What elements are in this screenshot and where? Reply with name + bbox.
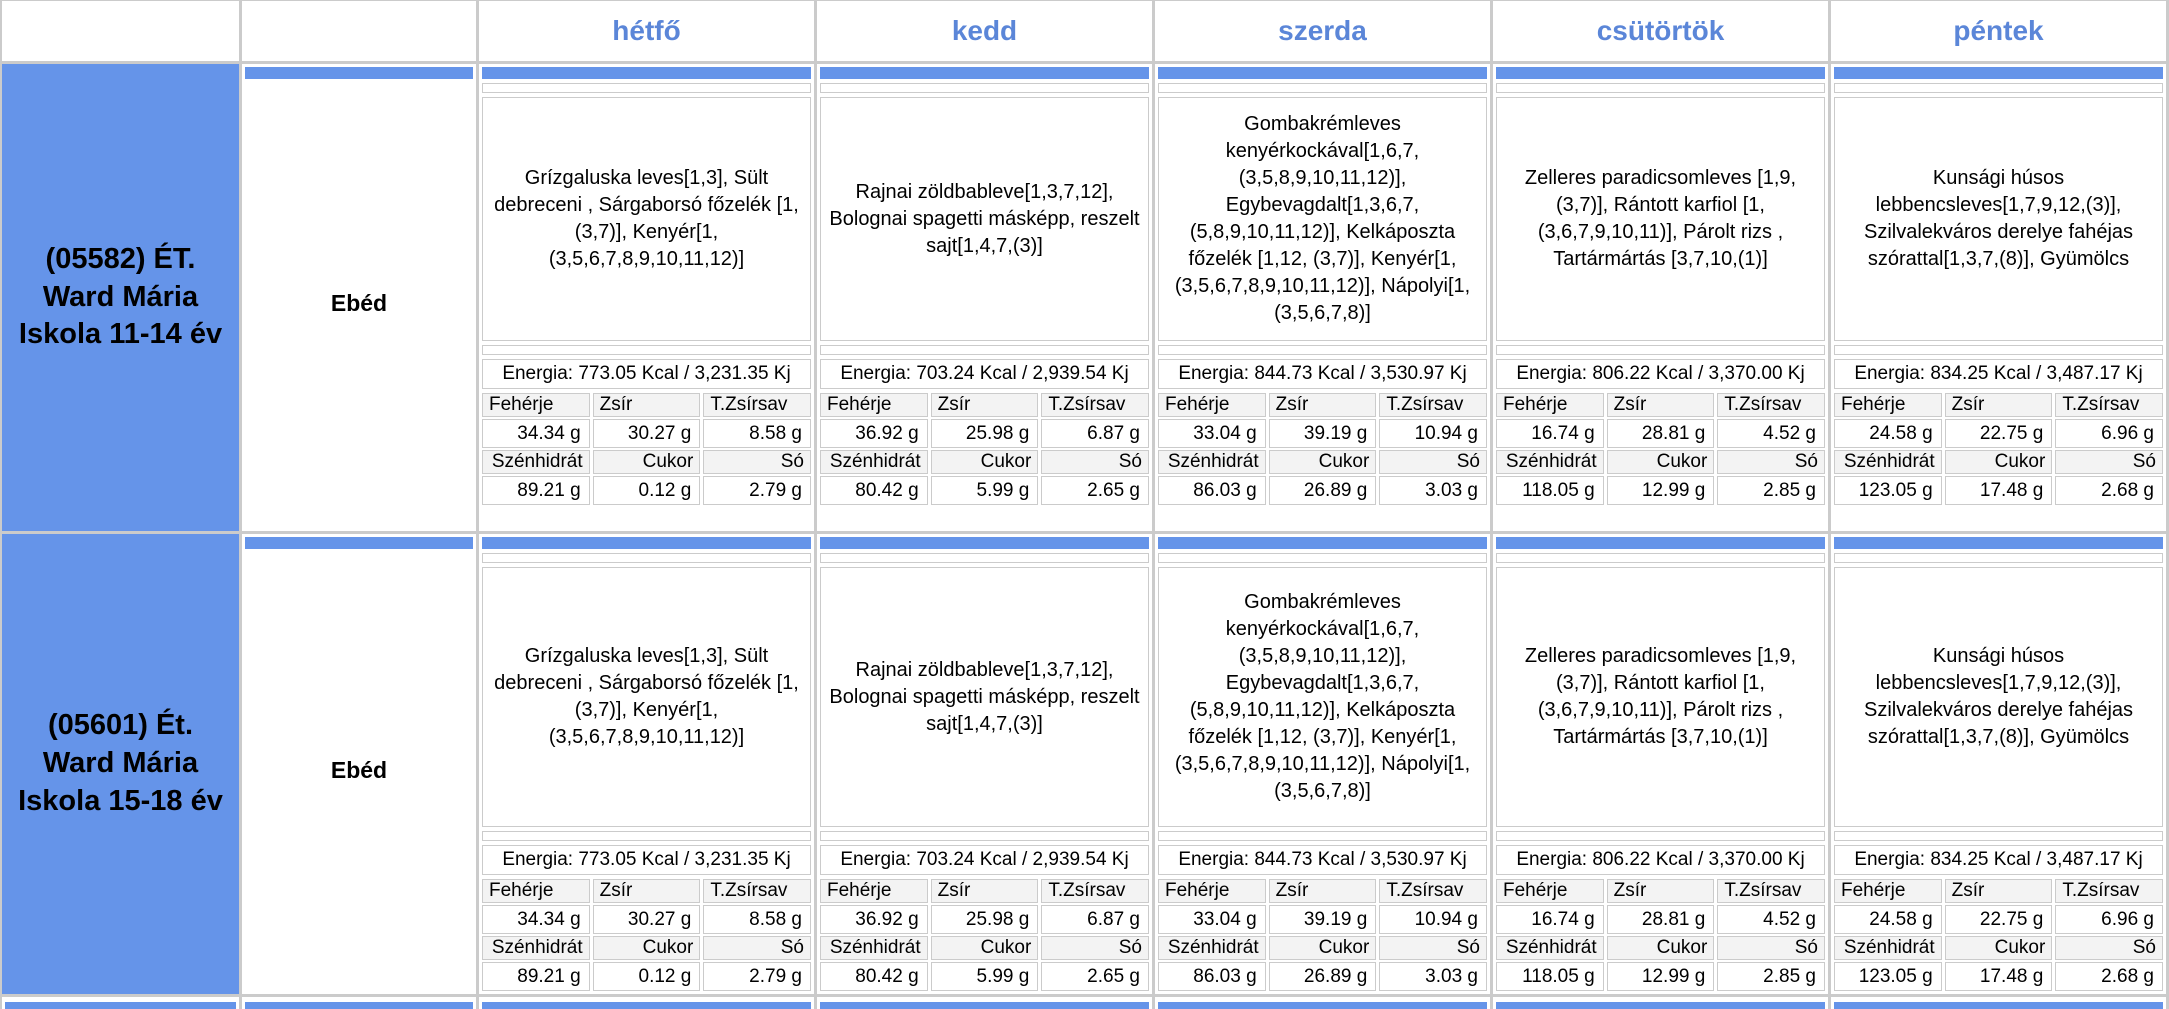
spacer-row <box>1496 553 1825 563</box>
label-salt: Só <box>1041 450 1149 474</box>
blue-bar <box>820 1002 1149 1009</box>
label-sat-fat: T.Zsírsav <box>2055 879 2163 903</box>
value-protein: 16.74 g <box>1496 905 1604 934</box>
menu-box <box>1158 97 1487 341</box>
menu-text: Rajnai zöldbableve[1,3,7,12], Bolognai spagetti másképp, reszelt sajt[1,4,7,(3)] <box>829 658 1140 735</box>
menu-box <box>1496 97 1825 341</box>
blue-bar <box>1834 537 2163 549</box>
blue-bar <box>1496 67 1825 79</box>
nutrient-grid <box>1496 393 1825 505</box>
label-carbohydrate: Szénhidrát <box>820 936 928 960</box>
label-salt: Só <box>703 450 811 474</box>
day-header-cell <box>1493 1 1828 61</box>
spacer-row <box>482 83 811 93</box>
value-sat-fat: 4.52 g <box>1717 419 1825 448</box>
value-carbohydrate: 80.42 g <box>820 962 928 991</box>
meal-cell <box>242 534 476 994</box>
value-sugar: 0.12 g <box>593 962 701 991</box>
menu-text: Gombakrémleves kenyérkockával[1,6,7, (3,5,8,9,10,11,12)], Egybevagdalt[1,3,6,7, (5,8,9,10,11,12)], Kelkáposzta főzelék [1,12, (3,7)], Kenyér[1, (3,5,6,7,8,9,10,11,12)], Nápolyi[1,(3,5,6,7,8)] <box>1174 113 1471 324</box>
value-sat-fat: 10.94 g <box>1379 419 1487 448</box>
next-block-cut-off <box>1155 997 1490 1009</box>
spacer-row <box>1158 345 1487 355</box>
label-protein: Fehérje <box>820 393 928 417</box>
label-carbohydrate: Szénhidrát <box>1158 936 1266 960</box>
spacer-row <box>1496 831 1825 841</box>
label-sugar: Cukor <box>593 450 701 474</box>
label-protein: Fehérje <box>482 879 590 903</box>
value-salt: 3.03 g <box>1379 962 1487 991</box>
label-sat-fat: T.Zsírsav <box>703 393 811 417</box>
spacer-row <box>482 345 811 355</box>
spacer-row <box>820 553 1149 563</box>
value-sugar: 26.89 g <box>1269 962 1377 991</box>
label-carbohydrate: Szénhidrát <box>1834 936 1942 960</box>
value-salt: 2.65 g <box>1041 962 1149 991</box>
day-menu-cell <box>817 64 1152 531</box>
value-sugar: 12.99 g <box>1607 962 1715 991</box>
value-carbohydrate: 123.05 g <box>1834 476 1942 505</box>
label-fat: Zsír <box>1945 393 2053 417</box>
energy-value: Energia: 773.05 Kcal / 3,231.35 Kj <box>482 845 811 875</box>
corner-cell-school <box>2 1 239 61</box>
label-sat-fat: T.Zsírsav <box>1041 879 1149 903</box>
energy-value: Energia: 703.24 Kcal / 2,939.54 Kj <box>820 359 1149 389</box>
label-fat: Zsír <box>931 879 1039 903</box>
value-sat-fat: 8.58 g <box>703 419 811 448</box>
value-fat: 28.81 g <box>1607 419 1715 448</box>
spacer-row <box>1496 83 1825 93</box>
value-sugar: 12.99 g <box>1607 476 1715 505</box>
label-sugar: Cukor <box>593 936 701 960</box>
value-carbohydrate: 89.21 g <box>482 962 590 991</box>
day-menu-cell <box>1831 534 2166 994</box>
next-block-cut-off <box>479 997 814 1009</box>
day-menu-cell <box>1831 64 2166 531</box>
value-fat: 25.98 g <box>931 905 1039 934</box>
value-sugar: 5.99 g <box>931 476 1039 505</box>
blue-bar <box>1834 67 2163 79</box>
day-menu-cell <box>479 64 814 531</box>
blue-bar <box>820 537 1149 549</box>
value-protein: 34.34 g <box>482 419 590 448</box>
label-carbohydrate: Szénhidrát <box>820 450 928 474</box>
value-protein: 16.74 g <box>1496 419 1604 448</box>
menu-text: Kunsági húsos lebbencsleves[1,7,9,12,(3)], Szilvalekváros derelye fahéjas szórattal[1,3,7,(8)], Gyümölcs <box>1863 645 2134 748</box>
energy-value: Energia: 834.25 Kcal / 3,487.17 Kj <box>1834 845 2163 875</box>
label-protein: Fehérje <box>1834 879 1942 903</box>
day-name: kedd <box>951 15 1018 46</box>
value-carbohydrate: 118.05 g <box>1496 476 1604 505</box>
label-salt: Só <box>1041 936 1149 960</box>
spacer-row <box>820 831 1149 841</box>
label-carbohydrate: Szénhidrát <box>482 450 590 474</box>
energy-value: Energia: 844.73 Kcal / 3,530.97 Kj <box>1158 845 1487 875</box>
menu-text: Rajnai zöldbableve[1,3,7,12], Bolognai spagetti másképp, reszelt sajt[1,4,7,(3)] <box>829 180 1140 257</box>
value-sat-fat: 4.52 g <box>1717 905 1825 934</box>
meal-label: Ebéd <box>330 290 388 316</box>
value-sat-fat: 6.96 g <box>2055 419 2163 448</box>
value-carbohydrate: 118.05 g <box>1496 962 1604 991</box>
value-carbohydrate: 86.03 g <box>1158 962 1266 991</box>
menu-text: Grízgaluska leves[1,3], Sült debreceni , Sárgaborsó főzelék [1,(3,7)], Kenyér[1, (3,5,6,7,8,9,10,11,12)] <box>494 167 799 270</box>
label-fat: Zsír <box>1607 879 1715 903</box>
blue-bar <box>245 67 473 79</box>
label-protein: Fehérje <box>1496 879 1604 903</box>
value-salt: 3.03 g <box>1379 476 1487 505</box>
value-protein: 33.04 g <box>1158 419 1266 448</box>
spacer-row <box>820 83 1149 93</box>
spacer-row <box>482 553 811 563</box>
value-sat-fat: 6.87 g <box>1041 905 1149 934</box>
blue-bar <box>820 67 1149 79</box>
value-carbohydrate: 80.42 g <box>820 476 928 505</box>
label-fat: Zsír <box>1945 879 2053 903</box>
label-salt: Só <box>1379 936 1487 960</box>
day-menu-cell <box>1155 64 1490 531</box>
spacer-row <box>820 345 1149 355</box>
label-carbohydrate: Szénhidrát <box>1834 450 1942 474</box>
day-menu-cell <box>479 534 814 994</box>
nutrient-grid <box>1834 879 2163 991</box>
label-carbohydrate: Szénhidrát <box>1496 936 1604 960</box>
next-block-cut-off <box>817 997 1152 1009</box>
spacer-row <box>1158 83 1487 93</box>
blue-bar <box>1496 1002 1825 1009</box>
day-name: hétfő <box>612 15 681 46</box>
value-carbohydrate: 86.03 g <box>1158 476 1266 505</box>
value-protein: 36.92 g <box>820 905 928 934</box>
spacer-row <box>1834 345 2163 355</box>
spacer-row <box>482 831 811 841</box>
value-fat: 25.98 g <box>931 419 1039 448</box>
menu-text: Gombakrémleves kenyérkockával[1,6,7, (3,5,8,9,10,11,12)], Egybevagdalt[1,3,6,7, (5,8,9,10,11,12)], Kelkáposzta főzelék [1,12, (3,7)], Kenyér[1, (3,5,6,7,8,9,10,11,12)], Nápolyi[1,(3,5,6,7,8)] <box>1174 591 1471 802</box>
label-sat-fat: T.Zsírsav <box>1717 393 1825 417</box>
energy-value: Energia: 806.22 Kcal / 3,370.00 Kj <box>1496 359 1825 389</box>
label-sat-fat: T.Zsírsav <box>1379 393 1487 417</box>
label-sat-fat: T.Zsírsav <box>1379 879 1487 903</box>
menu-box <box>1834 97 2163 341</box>
energy-value: Energia: 806.22 Kcal / 3,370.00 Kj <box>1496 845 1825 875</box>
label-sugar: Cukor <box>1607 450 1715 474</box>
next-block-cut-off <box>2 997 239 1009</box>
blue-bar <box>1834 1002 2163 1009</box>
label-salt: Só <box>1379 450 1487 474</box>
value-fat: 30.27 g <box>593 905 701 934</box>
day-name: szerda <box>1278 15 1367 46</box>
label-sugar: Cukor <box>1269 936 1377 960</box>
blue-bar <box>245 537 473 549</box>
school-name: (05582) ÉT. Ward Mária Iskola 11-14 év <box>18 242 223 351</box>
label-sugar: Cukor <box>1607 936 1715 960</box>
day-header-cell <box>1831 1 2166 61</box>
nutrient-grid <box>820 879 1149 991</box>
spacer-row <box>1834 553 2163 563</box>
value-sugar: 17.48 g <box>1945 962 2053 991</box>
next-block-cut-off <box>1831 997 2166 1009</box>
label-sat-fat: T.Zsírsav <box>703 879 811 903</box>
value-sat-fat: 6.87 g <box>1041 419 1149 448</box>
label-salt: Só <box>1717 936 1825 960</box>
label-sat-fat: T.Zsírsav <box>1041 393 1149 417</box>
spacer-row <box>1834 831 2163 841</box>
menu-box <box>820 97 1149 341</box>
blue-bar <box>1158 537 1487 549</box>
menu-box <box>482 97 811 341</box>
next-block-cut-off <box>1493 997 1828 1009</box>
value-salt: 2.85 g <box>1717 962 1825 991</box>
value-salt: 2.79 g <box>703 962 811 991</box>
corner-cell-meal <box>242 1 476 61</box>
label-protein: Fehérje <box>1834 393 1942 417</box>
label-fat: Zsír <box>1607 393 1715 417</box>
value-sugar: 5.99 g <box>931 962 1039 991</box>
blue-bar <box>482 67 811 79</box>
menu-text: Kunsági húsos lebbencsleves[1,7,9,12,(3)], Szilvalekváros derelye fahéjas szórattal[1,3,7,(8)], Gyümölcs <box>1863 167 2134 270</box>
value-salt: 2.68 g <box>2055 962 2163 991</box>
value-sugar: 17.48 g <box>1945 476 2053 505</box>
menu-text: Grízgaluska leves[1,3], Sült debreceni , Sárgaborsó főzelék [1,(3,7)], Kenyér[1, (3,5,6,7,8,9,10,11,12)] <box>494 645 799 748</box>
value-carbohydrate: 89.21 g <box>482 476 590 505</box>
nutrient-grid <box>1158 393 1487 505</box>
blue-bar <box>5 1002 236 1009</box>
value-salt: 2.65 g <box>1041 476 1149 505</box>
label-carbohydrate: Szénhidrát <box>1158 450 1266 474</box>
label-sugar: Cukor <box>931 936 1039 960</box>
value-protein: 33.04 g <box>1158 905 1266 934</box>
meal-cell <box>242 64 476 531</box>
value-protein: 24.58 g <box>1834 905 1942 934</box>
next-block-cut-off <box>242 997 476 1009</box>
label-protein: Fehérje <box>482 393 590 417</box>
value-salt: 2.85 g <box>1717 476 1825 505</box>
value-protein: 36.92 g <box>820 419 928 448</box>
label-fat: Zsír <box>1269 393 1377 417</box>
label-salt: Só <box>2055 450 2163 474</box>
day-name: péntek <box>1953 15 2044 46</box>
label-salt: Só <box>2055 936 2163 960</box>
label-salt: Só <box>1717 450 1825 474</box>
label-fat: Zsír <box>593 879 701 903</box>
nutrient-grid <box>820 393 1149 505</box>
value-carbohydrate: 123.05 g <box>1834 962 1942 991</box>
value-sugar: 0.12 g <box>593 476 701 505</box>
energy-value: Energia: 703.24 Kcal / 2,939.54 Kj <box>820 845 1149 875</box>
value-sat-fat: 6.96 g <box>2055 905 2163 934</box>
label-sugar: Cukor <box>1945 936 2053 960</box>
label-sat-fat: T.Zsírsav <box>1717 879 1825 903</box>
menu-text: Zelleres paradicsomleves [1,9,(3,7)], Rántott karfiol [1, (3,6,7,9,10,11)], Párolt rizs , Tartármártás [3,7,10,(1)] <box>1524 167 1797 270</box>
energy-value: Energia: 834.25 Kcal / 3,487.17 Kj <box>1834 359 2163 389</box>
day-menu-cell <box>817 534 1152 994</box>
value-protein: 34.34 g <box>482 905 590 934</box>
day-name: csütörtök <box>1596 15 1725 46</box>
spacer-row <box>1496 345 1825 355</box>
menu-box <box>1158 567 1487 827</box>
school-cell <box>2 534 239 994</box>
value-sat-fat: 8.58 g <box>703 905 811 934</box>
label-fat: Zsír <box>931 393 1039 417</box>
value-fat: 39.19 g <box>1269 905 1377 934</box>
blue-bar <box>482 1002 811 1009</box>
school-name: (05601) Ét. Ward Mária Iskola 15-18 év <box>18 709 223 817</box>
energy-value: Energia: 773.05 Kcal / 3,231.35 Kj <box>482 359 811 389</box>
label-sugar: Cukor <box>1945 450 2053 474</box>
label-sugar: Cukor <box>931 450 1039 474</box>
value-fat: 22.75 g <box>1945 419 2053 448</box>
blue-bar <box>1158 67 1487 79</box>
value-fat: 30.27 g <box>593 419 701 448</box>
menu-box <box>820 567 1149 827</box>
label-carbohydrate: Szénhidrát <box>482 936 590 960</box>
value-sat-fat: 10.94 g <box>1379 905 1487 934</box>
value-fat: 39.19 g <box>1269 419 1377 448</box>
value-fat: 28.81 g <box>1607 905 1715 934</box>
spacer-row <box>1834 83 2163 93</box>
blue-bar <box>482 537 811 549</box>
menu-box <box>1496 567 1825 827</box>
nutrient-grid <box>1158 879 1487 991</box>
menu-text: Zelleres paradicsomleves [1,9,(3,7)], Rántott karfiol [1, (3,6,7,9,10,11)], Párolt rizs , Tartármártás [3,7,10,(1)] <box>1524 645 1797 748</box>
school-cell <box>2 64 239 531</box>
label-fat: Zsír <box>1269 879 1377 903</box>
value-fat: 22.75 g <box>1945 905 2053 934</box>
value-sugar: 26.89 g <box>1269 476 1377 505</box>
meal-label: Ebéd <box>330 756 388 783</box>
value-salt: 2.79 g <box>703 476 811 505</box>
day-header-cell <box>479 1 814 61</box>
label-sugar: Cukor <box>1269 450 1377 474</box>
menu-box <box>1834 567 2163 827</box>
label-protein: Fehérje <box>1158 879 1266 903</box>
label-protein: Fehérje <box>1496 393 1604 417</box>
nutrient-grid <box>1496 879 1825 991</box>
label-carbohydrate: Szénhidrát <box>1496 450 1604 474</box>
blue-bar <box>245 1002 473 1009</box>
nutrient-grid <box>482 879 811 991</box>
label-protein: Fehérje <box>820 879 928 903</box>
menu-box <box>482 567 811 827</box>
label-sat-fat: T.Zsírsav <box>2055 393 2163 417</box>
value-protein: 24.58 g <box>1834 419 1942 448</box>
day-menu-cell <box>1493 64 1828 531</box>
blue-bar <box>1496 537 1825 549</box>
day-header-cell <box>1155 1 1490 61</box>
energy-value: Energia: 844.73 Kcal / 3,530.97 Kj <box>1158 359 1487 389</box>
label-fat: Zsír <box>593 393 701 417</box>
label-salt: Só <box>703 936 811 960</box>
label-protein: Fehérje <box>1158 393 1266 417</box>
nutrient-grid <box>1834 393 2163 505</box>
blue-bar <box>1158 1002 1487 1009</box>
day-header-cell <box>817 1 1152 61</box>
day-menu-cell <box>1493 534 1828 994</box>
spacer-row <box>1158 831 1487 841</box>
nutrient-grid <box>482 393 811 505</box>
spacer-row <box>1158 553 1487 563</box>
value-salt: 2.68 g <box>2055 476 2163 505</box>
day-menu-cell <box>1155 534 1490 994</box>
